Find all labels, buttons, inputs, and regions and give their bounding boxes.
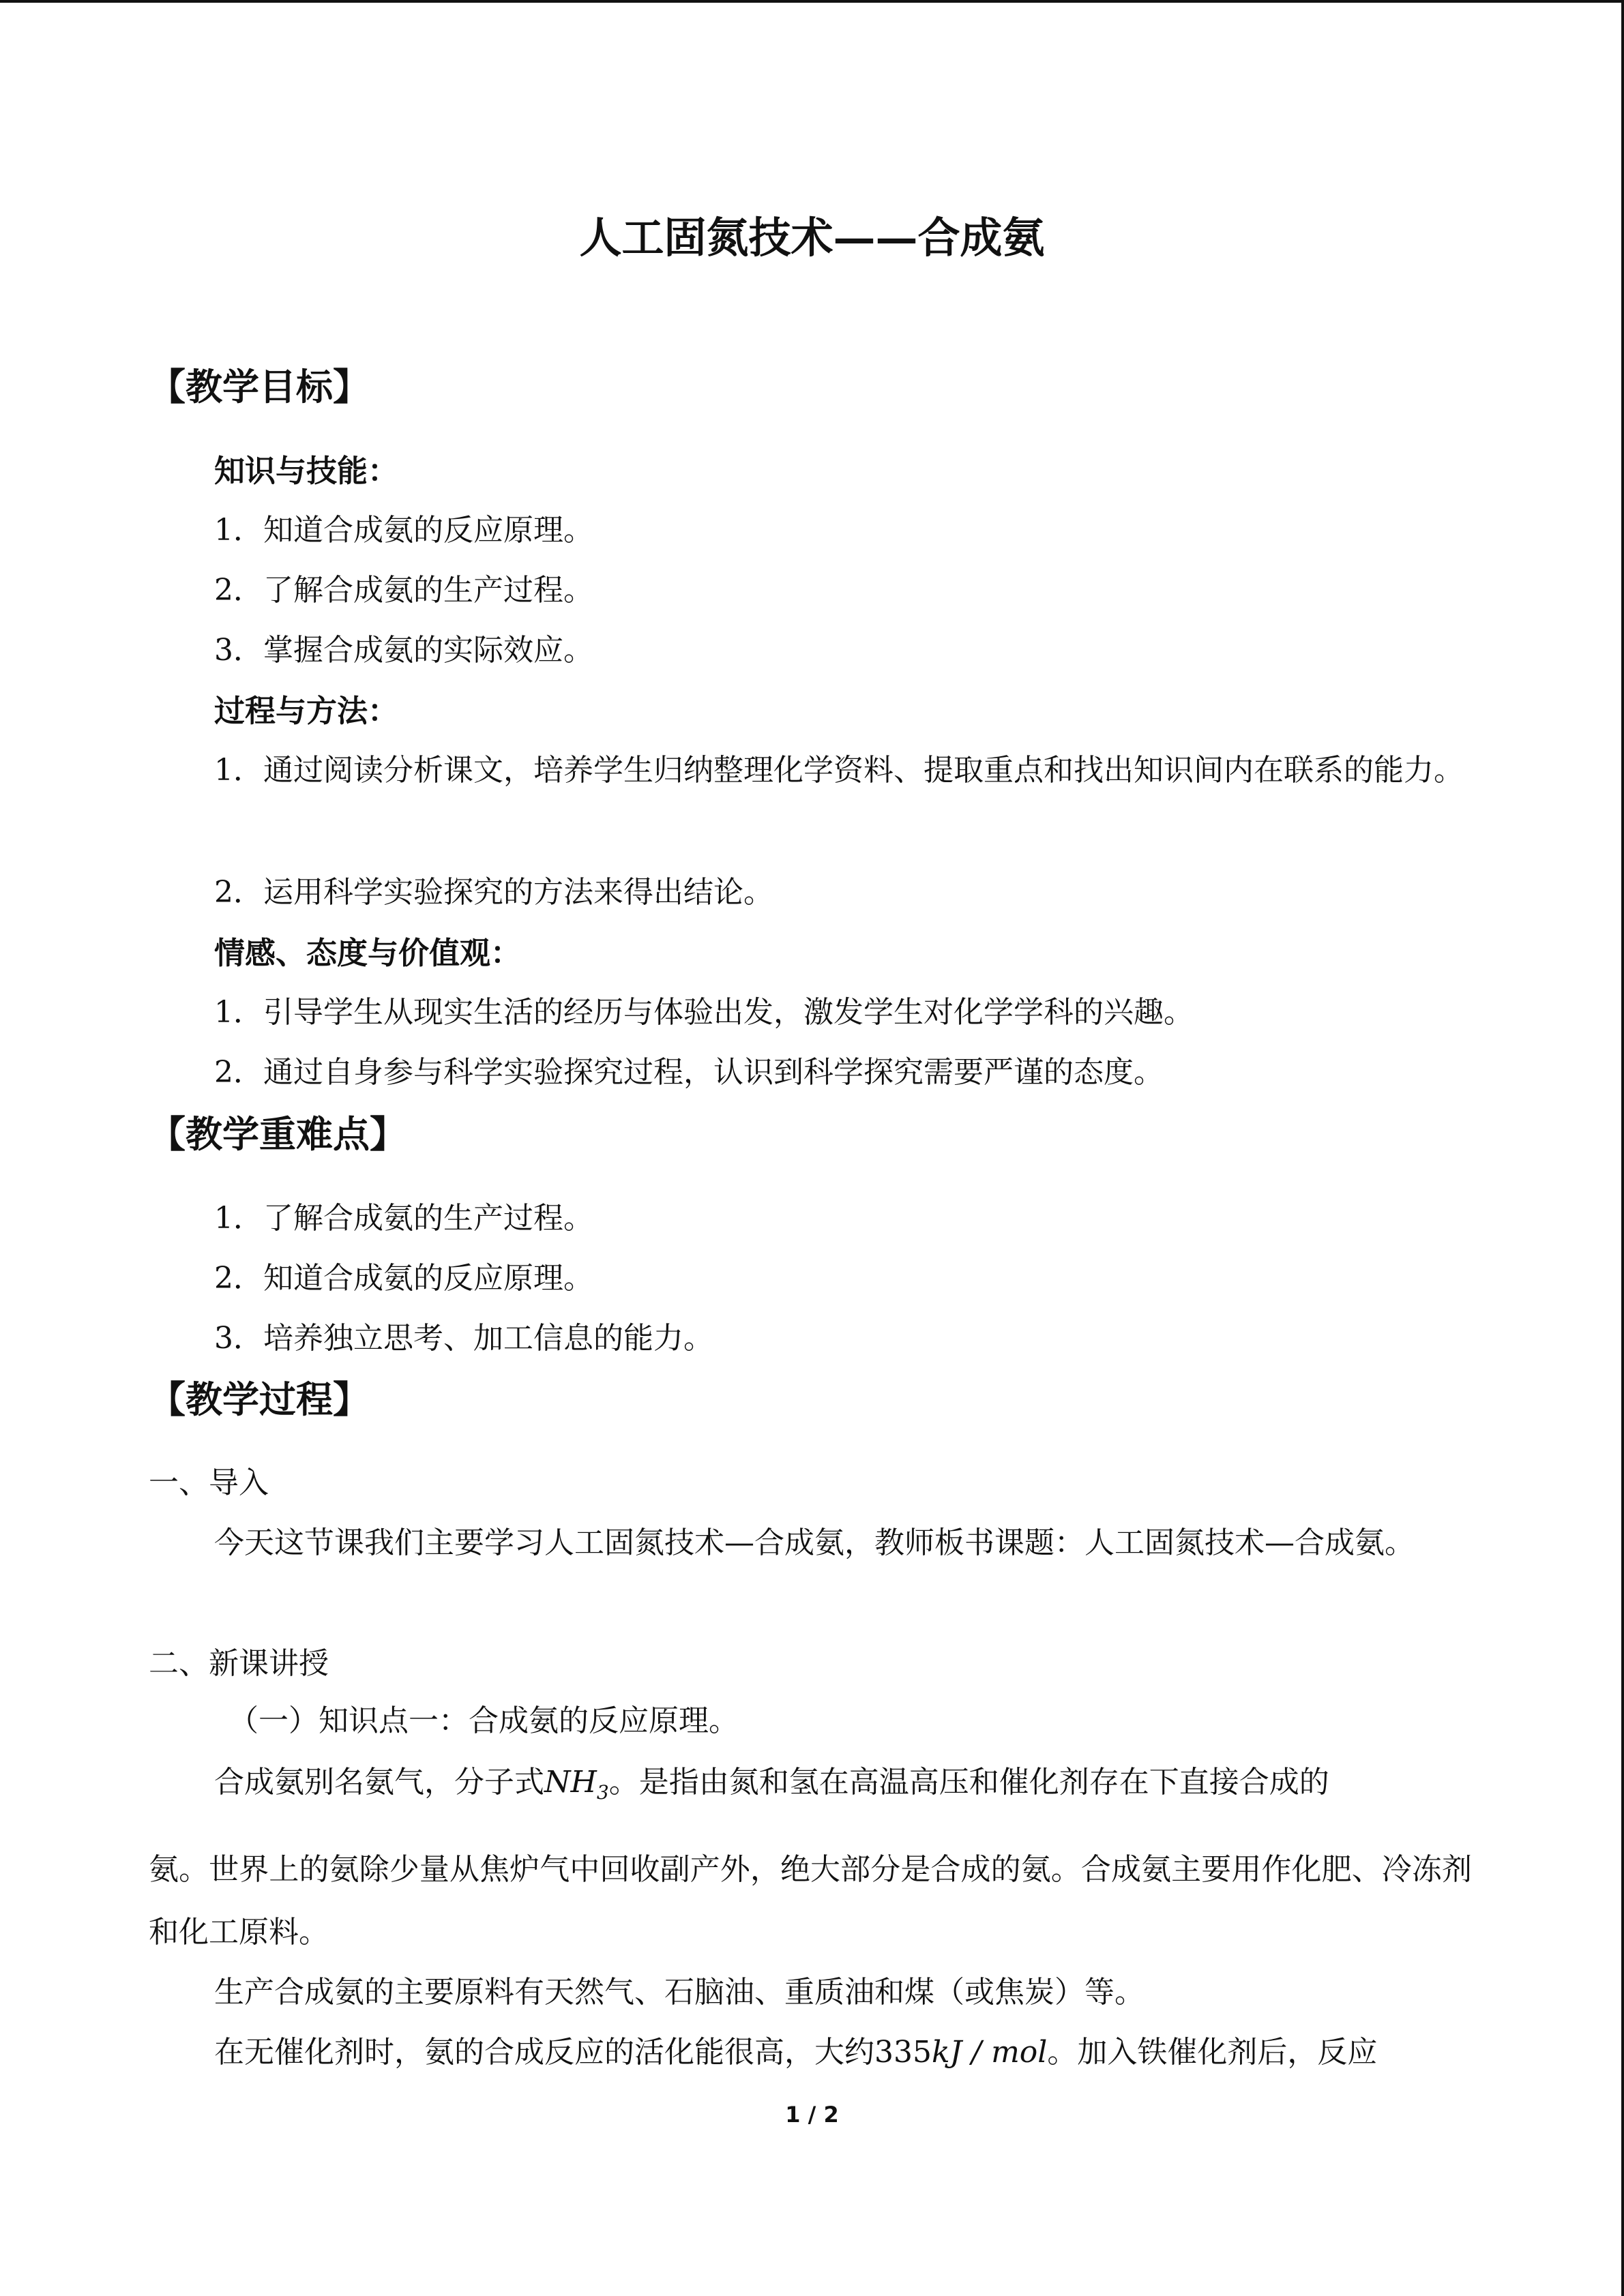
list-item: 2．通过自身参与科学实验探究过程，认识到科学探究需要严谨的态度。 bbox=[214, 1055, 1164, 1090]
new-lesson-heading: 二、新课讲授 bbox=[149, 1646, 329, 1681]
list-item: 2．运用科学实验探究的方法来得出结论。 bbox=[214, 875, 773, 910]
knowledge-point-1-heading: （一）知识点一：合成氨的反应原理。 bbox=[228, 1703, 739, 1738]
formula-text: NH bbox=[544, 1765, 597, 1800]
formula-subscript: 3 bbox=[596, 1780, 609, 1804]
paragraph: 生产合成氨的主要原料有天然气、石脑油、重质油和煤（或焦炭）等。 bbox=[214, 1975, 1145, 2010]
energy-unit: kJ / mol bbox=[931, 2035, 1048, 2070]
knowledge-skills-heading: 知识与技能： bbox=[214, 453, 399, 489]
page-number: 1 / 2 bbox=[785, 2102, 839, 2128]
text-run: 在无催化剂时，氨的合成反应的活化能很高，大约 bbox=[214, 2035, 874, 2070]
list-item: 1．引导学生从现实生活的经历与体验出发，激发学生对化学学科的兴趣。 bbox=[214, 995, 1194, 1030]
document-title: 人工固氮技术——合成氨 bbox=[579, 213, 1045, 263]
text-run: 。加入铁催化剂后，反应 bbox=[1047, 2035, 1378, 2070]
list-item: 1．知道合成氨的反应原理。 bbox=[214, 513, 593, 548]
paragraph: 氨。世界上的氨除少量从焦炉气中回收副产外，绝大部分是合成的氨。合成氨主要用作化肥、冷冻剂和化工原料。 bbox=[149, 1852, 1472, 1950]
list-item: 2．知道合成氨的反应原理。 bbox=[214, 1261, 593, 1296]
energy-value: 335 bbox=[874, 2035, 932, 2070]
text-run: 合成氨别名氨气，分子式 bbox=[214, 1765, 544, 1800]
teaching-process-heading: 【教学过程】 bbox=[149, 1377, 370, 1421]
intro-heading: 一、导入 bbox=[149, 1465, 269, 1500]
paragraph-line bbox=[214, 1765, 1329, 1804]
formula-nh3 bbox=[544, 1765, 609, 1804]
list-item: 2．了解合成氨的生产过程。 bbox=[214, 573, 593, 608]
list-item: 3．培养独立思考、加工信息的能力。 bbox=[214, 1321, 713, 1356]
list-item: 3．掌握合成氨的实际效应。 bbox=[214, 633, 593, 668]
paragraph-line bbox=[214, 2035, 1378, 2070]
intro-paragraph: 今天这节课我们主要学习人工固氮技术—合成氨，教师板书课题：人工固氮技术—合成氨。 bbox=[214, 1525, 1415, 1560]
process-method-heading: 过程与方法： bbox=[214, 693, 399, 729]
text-run: 。是指由氮和氢在高温高压和催化剂存在下直接合成的 bbox=[608, 1765, 1329, 1800]
list-item: 1．了解合成氨的生产过程。 bbox=[214, 1201, 593, 1236]
list-item: 1．通过阅读分析课文，培养学生归纳整理化学资料、提取重点和找出知识间内在联系的能力。 bbox=[214, 753, 1464, 788]
emotion-attitude-heading: 情感、态度与价值观： bbox=[214, 935, 522, 971]
key-difficulties-heading: 【教学重难点】 bbox=[149, 1112, 407, 1156]
page-border-top bbox=[0, 0, 1624, 3]
page-border-right bbox=[1621, 0, 1624, 2296]
teaching-goals-heading: 【教学目标】 bbox=[149, 365, 370, 408]
